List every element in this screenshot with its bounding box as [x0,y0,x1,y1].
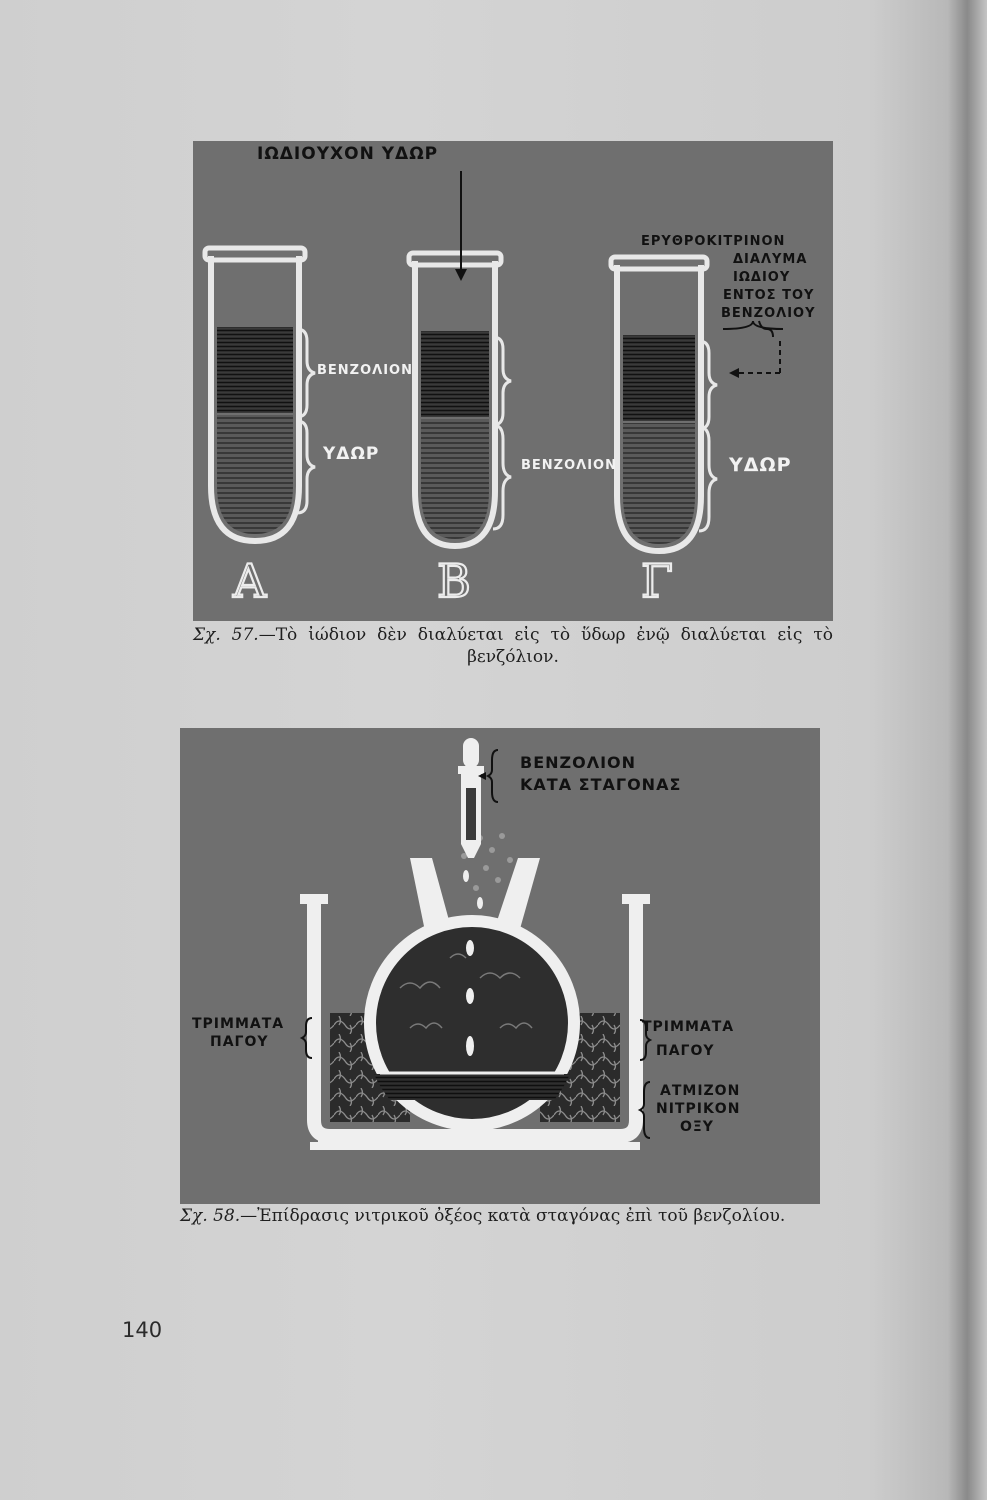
letter-b: B [437,554,471,608]
round-flask [370,833,574,1125]
label-acid-3: ΟΞΥ [680,1119,714,1135]
label-red-solution-3: ΙΩΔΙΟΥ [733,270,791,285]
label-red-solution-5: ΒΕΝΖΟΛΙΟΥ [721,306,816,321]
figure-58-drawing [180,728,820,1204]
label-ice-left-2: ΠΑΓΟΥ [210,1034,269,1050]
figure-57-number: Σχ. 57. [193,625,259,645]
test-tube-a [205,248,315,541]
figure-58-caption-text: —Ἐπίδρασις νιτρικοῦ ὀξέος κατὰ σταγόνας ἐπὶ τοῦ βενζολίου. [240,1206,786,1226]
page-number: 140 [122,1318,163,1342]
tube-a-benzene-layer [217,327,293,413]
figure-57-caption-line1: —Τὸ ἰώδιον δὲν διαλύεται εἰς τὸ ὕδωρ ἐνῷ διαλύεται εἰς τὸ [258,625,833,645]
label-red-solution-2: ΔΙΑΛΥΜΑ [733,252,808,267]
label-dropwise: ΚΑΤΑ ΣΤΑΓΟΝΑΣ [520,775,682,794]
label-ice-left-1: ΤΡΙΜΜΑΤΑ [192,1016,285,1032]
nitric-acid-liquid [374,1074,570,1100]
figure-58-illustration [180,728,820,1204]
tube-a-water-layer [217,415,293,534]
dropper [458,738,498,858]
label-acid-2: ΝΙΤΡΙΚΟΝ [656,1101,741,1117]
figure-57-caption [193,624,833,668]
label-iodine-water: ΙΩΔΙΟΥΧΟΝ ΥΔΩΡ [257,144,439,164]
figure-58-caption [180,1205,820,1227]
test-tube-b [409,171,511,546]
tube-g-iodine-benzene-layer [623,335,695,421]
tube-a-water-label: ΥΔΩΡ [323,444,380,464]
tube-g-water-label: ΥΔΩΡ [729,454,792,476]
label-acid-1: ΑΤΜΙΖΟΝ [660,1083,741,1099]
label-ice-right-2: ΠΑΓΟΥ [656,1043,715,1059]
tube-b-benzene-layer [421,419,489,539]
letter-g: Γ [641,554,673,608]
label-ice-right-1: ΤΡΙΜΜΑΤΑ [642,1019,735,1035]
figure-57-drawing [193,141,833,621]
figure-57-caption-line2: βενζόλιον. [467,647,559,667]
label-benzene: ΒΕΝΖΟΛΙΟΝ [520,753,637,772]
label-red-solution-1: ΕΡΥΘΡΟΚΙΤΡΙΝΟΝ [641,234,786,249]
letter-a: A [233,554,267,608]
tube-b-upper-layer [421,331,489,417]
tube-a-benzene-label: ΒΕΝΖΟΛΙΟΝ [317,363,413,378]
figure-58-number: Σχ. 58. [180,1206,241,1226]
figure-57-illustration [193,141,833,621]
label-red-solution-4: ΕΝΤΟΣ ΤΟΥ [723,288,815,303]
tube-b-benzene-label: ΒΕΝΖΟΛΙΟΝ [521,458,617,473]
tube-g-water-layer [623,423,695,544]
